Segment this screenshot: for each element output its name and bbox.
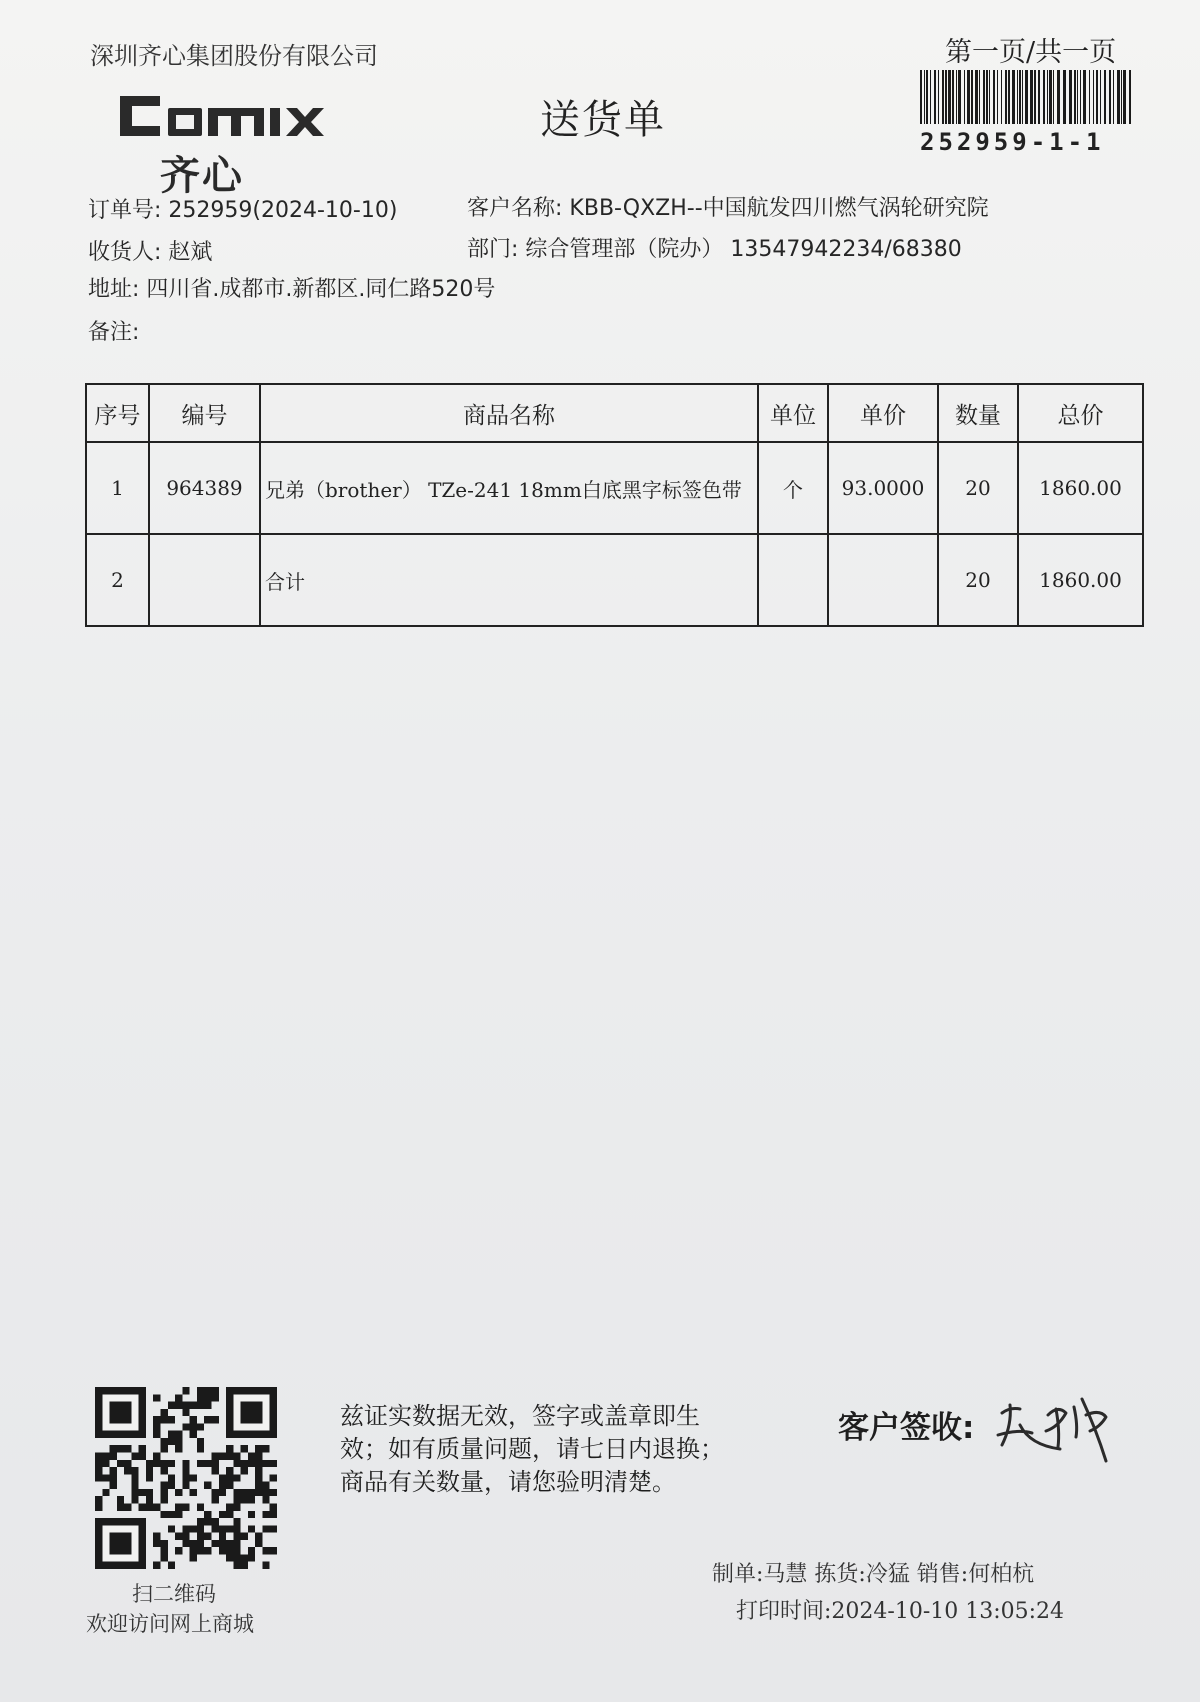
cell-product: 合计 [260,534,758,626]
page-indicator: 第一页/共一页 [945,37,1117,68]
receiver [88,235,212,266]
col-header-code: 编号 [149,384,260,442]
col-header-qty: 数量 [938,384,1018,442]
order-value: 252959(2024-10-10) [168,198,398,223]
cell-index: 1 [86,442,149,534]
cell-unit [758,534,828,626]
comix-logo [112,88,332,144]
table-row [86,442,1143,534]
cell-qty: 20 [938,442,1018,534]
customer-label: 客户名称: [467,196,563,221]
cell-code [149,534,260,626]
col-header-product: 商品名称 [260,384,758,442]
company-name: 深圳齐心集团股份有限公司 [90,42,378,70]
cell-total: 1860.00 [1018,534,1143,626]
comix-logo-cjk: 齐心 [160,153,244,199]
note-label: 备注: [88,320,140,345]
receiver-value: 赵斌 [168,240,213,265]
cell-total: 1860.00 [1018,442,1143,534]
cell-code: 964389 [149,442,260,534]
address-value: 四川省.成都市.新都区.同仁路520号 [146,277,496,302]
cell-index: 2 [86,534,149,626]
cell-price [828,534,938,626]
qr-caption-scan: 扫二维码 [132,1582,216,1606]
barcode-number: 252959-1-1 [920,128,1105,156]
cell-unit: 个 [758,442,828,534]
dept-value: 综合管理部（院办） 13547942234/68380 [525,237,962,262]
address-label: 地址: [88,277,140,302]
order-label: 订单号: [88,198,162,223]
col-header-unit: 单位 [758,384,828,442]
order-number [88,193,397,224]
customer-sign-label: 客户签收: [838,1410,975,1446]
customer-value: KBB-QXZH--中国航发四川燃气涡轮研究院 [569,196,989,221]
col-header-price: 单价 [828,384,938,442]
barcode-icon [920,70,1136,124]
table-row-total [86,534,1143,626]
items-table [85,383,1144,627]
note [88,315,139,346]
document-title: 送货单 [540,97,666,143]
col-header-total: 总价 [1018,384,1143,442]
table-header-row [86,384,1143,442]
col-header-index: 序号 [86,384,149,442]
qr-code-icon [95,1387,277,1569]
notice-text: 兹证实数据无效，签字或盖章即生效；如有质量问题，请七日内退换；商品有关数量，请您验明清楚。 [340,1402,724,1496]
staff-line: 制单:马慧 拣货:冷猛 销售:何柏杭 [712,1562,1035,1587]
receiver-label: 收货人: [88,240,162,265]
print-time: 打印时间:2024-10-10 13:05:24 [736,1599,1065,1624]
dept-label: 部门: [467,237,519,262]
cell-qty: 20 [938,534,1018,626]
customer-name [467,191,989,222]
cell-product: 兄弟（brother） TZe-241 18mm白底黑字标签色带 [260,442,758,534]
handwritten-signature [990,1385,1120,1475]
cell-price: 93.0000 [828,442,938,534]
department [467,232,962,263]
qr-caption-shop: 欢迎访问网上商城 [86,1612,254,1636]
address [88,272,495,303]
